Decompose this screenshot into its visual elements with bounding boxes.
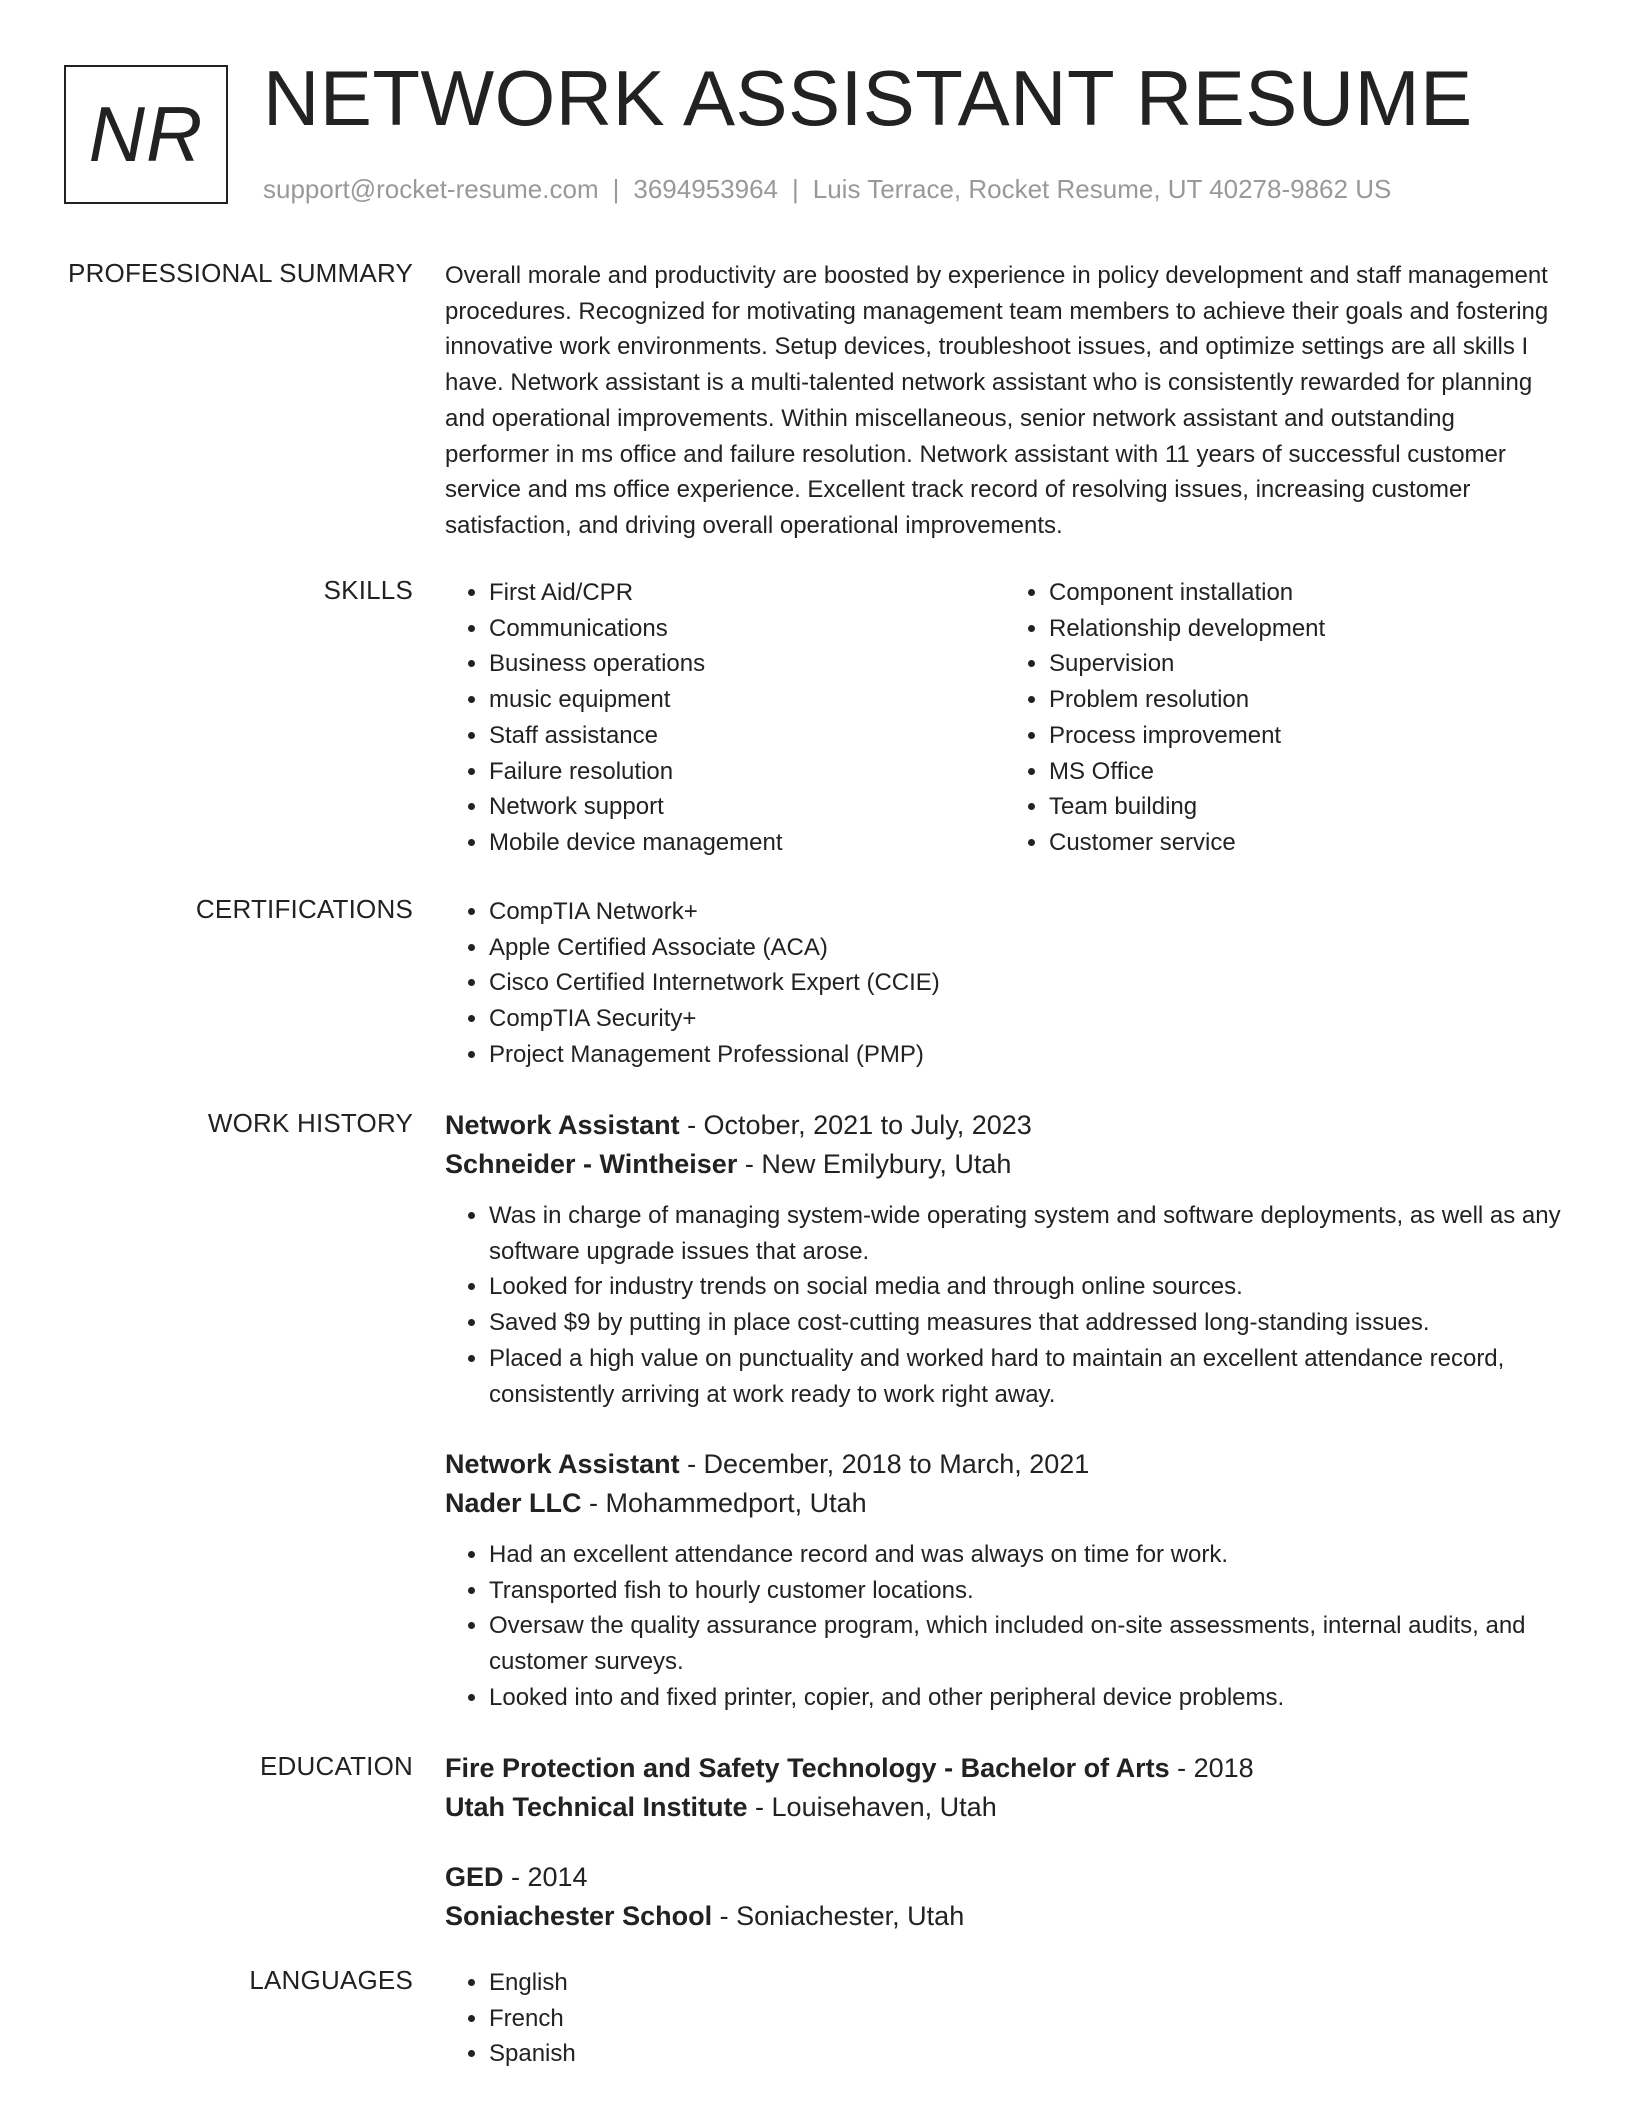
- language-item: • Spanish: [489, 2036, 1565, 2072]
- job-title: Network Assistant: [445, 1449, 680, 1479]
- education-school: Soniachester School: [445, 1901, 713, 1931]
- contact-address: Luis Terrace, Rocket Resume, UT 40278-9862 US: [812, 174, 1392, 204]
- job-duties-list: [445, 1537, 1565, 1716]
- resume-title: NETWORK ASSISTANT RESUME: [263, 54, 1473, 142]
- skill-item: • Failure resolution: [489, 754, 1005, 790]
- job-duty: • Oversaw the quality assurance program, which included on-site assessments, internal audits, and customer surveys.: [489, 1608, 1565, 1679]
- job-duty: • Looked for industry trends on social media and through online sources.: [489, 1269, 1565, 1305]
- languages-heading: LANGUAGES: [249, 1965, 413, 1995]
- education-year: - 2018: [1169, 1753, 1254, 1783]
- education-school-line: [445, 1897, 1565, 1936]
- skill-item: • Network support: [489, 789, 1005, 825]
- skill-item: • music equipment: [489, 682, 1005, 718]
- skill-item: • First Aid/CPR: [489, 575, 1005, 611]
- skill-item: • Team building: [1049, 789, 1565, 825]
- education-location: - Louisehaven, Utah: [747, 1792, 997, 1822]
- job-duty: • Looked into and fixed printer, copier, and other peripheral device problems.: [489, 1680, 1565, 1716]
- monogram-badge: NR: [64, 65, 228, 204]
- job-duty: • Transported fish to hourly customer locations.: [489, 1573, 1565, 1609]
- job-company: Schneider - Wintheiser: [445, 1149, 738, 1179]
- job-location: - Mohammedport, Utah: [581, 1488, 867, 1518]
- skill-item: • MS Office: [1049, 754, 1565, 790]
- education-entry: [445, 1749, 1565, 1827]
- job-company-line: [445, 1145, 1565, 1184]
- contact-line: [263, 174, 1391, 205]
- education-degree: GED: [445, 1862, 504, 1892]
- job-duty: • Placed a high value on punctuality and worked hard to maintain an excellent attendance record, consistently arriving at work ready to work right away.: [489, 1341, 1565, 1412]
- job-entry: [445, 1106, 1565, 1412]
- languages-list: [445, 1965, 1565, 2072]
- job-location: - New Emilybury, Utah: [737, 1149, 1012, 1179]
- job-title: Network Assistant: [445, 1110, 680, 1140]
- skill-item: • Process improvement: [1049, 718, 1565, 754]
- education-school: Utah Technical Institute: [445, 1792, 748, 1822]
- education-heading: EDUCATION: [260, 1751, 413, 1781]
- skill-item: • Relationship development: [1049, 611, 1565, 647]
- contact-separator: |: [612, 174, 620, 204]
- job-company-line: [445, 1484, 1565, 1523]
- certifications-list: [445, 894, 1565, 1073]
- skill-item: • Component installation: [1049, 575, 1565, 611]
- skills-heading: SKILLS: [323, 575, 413, 605]
- education-entry: [445, 1858, 1565, 1936]
- education-degree-line: [445, 1858, 1565, 1897]
- language-item: • French: [489, 2001, 1565, 2037]
- certification-item: • Project Management Professional (PMP): [489, 1037, 1565, 1073]
- contact-email: support@rocket-resume.com: [263, 174, 599, 204]
- education-school-line: [445, 1788, 1565, 1827]
- job-dates: - October, 2021 to July, 2023: [679, 1110, 1032, 1140]
- certification-item: • Apple Certified Associate (ACA): [489, 930, 1565, 966]
- certification-item: • CompTIA Network+: [489, 894, 1565, 930]
- skills-list-right: [1005, 575, 1565, 861]
- skills-list-left: [445, 575, 1005, 861]
- education-year: - 2014: [503, 1862, 588, 1892]
- contact-phone: 3694953964: [633, 174, 778, 204]
- skill-item: • Business operations: [489, 646, 1005, 682]
- certification-item: • Cisco Certified Internetwork Expert (CCIE): [489, 965, 1565, 1001]
- skill-item: • Customer service: [1049, 825, 1565, 861]
- work-history-heading: WORK HISTORY: [207, 1108, 413, 1138]
- skill-item: • Mobile device management: [489, 825, 1005, 861]
- job-duty: • Saved $9 by putting in place cost-cutting measures that addressed long-standing issues.: [489, 1305, 1565, 1341]
- job-duty: • Had an excellent attendance record and was always on time for work.: [489, 1537, 1565, 1573]
- job-duties-list: [445, 1198, 1565, 1412]
- skill-item: • Supervision: [1049, 646, 1565, 682]
- education-degree: Fire Protection and Safety Technology - Bachelor of Arts: [445, 1753, 1170, 1783]
- summary-heading: PROFESSIONAL SUMMARY: [68, 258, 413, 288]
- skill-item: • Communications: [489, 611, 1005, 647]
- job-dates: - December, 2018 to March, 2021: [679, 1449, 1090, 1479]
- education-location: - Soniachester, Utah: [712, 1901, 965, 1931]
- job-company: Nader LLC: [445, 1488, 582, 1518]
- skill-item: • Staff assistance: [489, 718, 1005, 754]
- contact-separator: |: [792, 174, 799, 204]
- job-duty: • Was in charge of managing system-wide operating system and software deployments, as well as any software upgrade issues that arose.: [489, 1198, 1565, 1269]
- language-item: • English: [489, 1965, 1565, 2001]
- job-title-line: [445, 1106, 1565, 1145]
- certifications-heading: CERTIFICATIONS: [195, 894, 413, 924]
- job-entry: [445, 1445, 1565, 1716]
- summary-text: Overall morale and productivity are boosted by experience in policy development and staff management procedures. Recognized for motivating management team members to achieve their goals and fostering innovative work environments. Setup devices, troubleshoot issues, and optimize settings are all skills I have. Network assistant is a multi-talented network assistant who is consistently rewarded for planning and operational improvements. Within miscellaneous, senior network assistant and outstanding performer in ms office and failure resolution. Network assistant with 11 years of successful customer service and ms office experience. Excellent track record of resolving issues, increasing customer satisfaction, and driving overall operational improvements.: [445, 262, 1549, 539]
- certification-item: • CompTIA Security+: [489, 1001, 1565, 1037]
- education-degree-line: [445, 1749, 1565, 1788]
- skill-item: • Problem resolution: [1049, 682, 1565, 718]
- job-title-line: [445, 1445, 1565, 1484]
